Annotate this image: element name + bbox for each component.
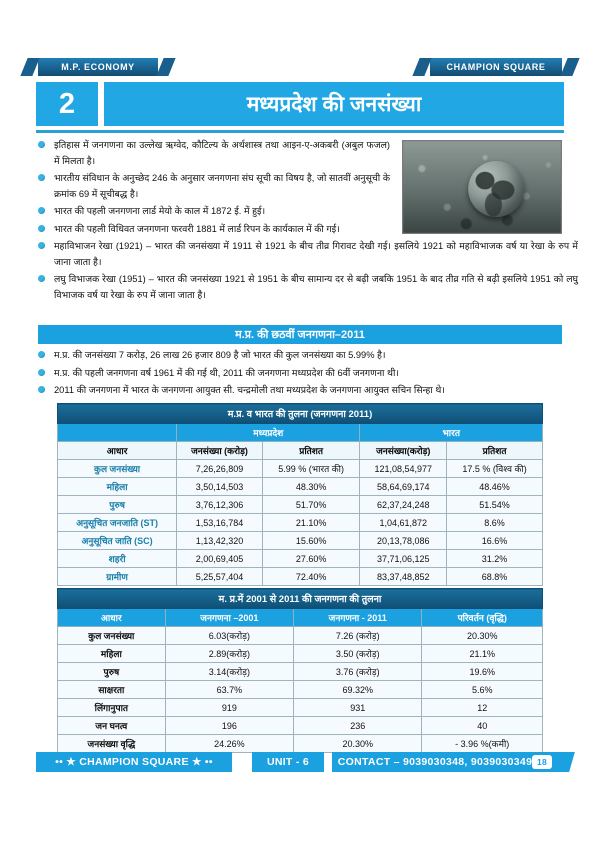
cell: 3,50,14,503 bbox=[177, 478, 263, 496]
chapter-banner bbox=[36, 82, 564, 126]
chapter-number: 2 bbox=[36, 82, 98, 126]
table1-caption: म.प्र. व भारत की तुलना (जनगणना 2011) bbox=[58, 404, 543, 424]
table-row bbox=[58, 496, 543, 514]
table-row bbox=[58, 699, 543, 717]
table-caption-row bbox=[58, 404, 543, 424]
tab-champion-square-label: CHAMPION SQUARE bbox=[446, 62, 546, 72]
page-number: 18 bbox=[532, 755, 552, 769]
cell: 51.54% bbox=[447, 496, 543, 514]
footer-contact-label: CONTACT – 9039030348, 9039030349 bbox=[337, 756, 533, 768]
col-header: आधार bbox=[58, 609, 166, 627]
bullet-dot-icon bbox=[38, 141, 45, 148]
table-row bbox=[58, 717, 543, 735]
bullet-dot-icon bbox=[38, 369, 45, 376]
cell: पुरुष bbox=[58, 663, 166, 681]
cell: 16.6% bbox=[447, 532, 543, 550]
cell: महिला bbox=[58, 645, 166, 663]
table-row bbox=[58, 478, 543, 496]
cell: 931 bbox=[294, 699, 422, 717]
list-item-text: म.प्र. की पहली जनगणना वर्ष 1961 में की गई थी, 2011 की जनगणना मध्यप्रदेश की 6वीं जनगणना थी। bbox=[54, 367, 399, 378]
cell: 72.40% bbox=[262, 568, 360, 586]
cell: 17.5 % (विश्व की) bbox=[447, 460, 543, 478]
cell: 69.32% bbox=[294, 681, 422, 699]
cell: ग्रामीण bbox=[58, 568, 177, 586]
cell: 7,26,26,809 bbox=[177, 460, 263, 478]
cell: 8.6% bbox=[447, 514, 543, 532]
cell: 20.30% bbox=[422, 627, 543, 645]
cell: 63.7% bbox=[165, 681, 293, 699]
comparison-table-2001-2011 bbox=[57, 588, 543, 753]
cell: 24.26% bbox=[165, 735, 293, 753]
table-row bbox=[58, 514, 543, 532]
cell: 3.50 (करोड़) bbox=[294, 645, 422, 663]
cell: साक्षरता bbox=[58, 681, 166, 699]
table-group-header-row bbox=[58, 424, 543, 442]
cell: 62,37,24,248 bbox=[360, 496, 447, 514]
cell: 1,04,61,872 bbox=[360, 514, 447, 532]
page-footer bbox=[36, 752, 564, 774]
bullet-dot-icon bbox=[38, 207, 45, 214]
cell: 2,00,69,405 bbox=[177, 550, 263, 568]
banner-divider bbox=[36, 130, 564, 133]
table-header-row bbox=[58, 609, 543, 627]
cell: 20.30% bbox=[294, 735, 422, 753]
table1-body bbox=[58, 460, 543, 586]
list-item-text: भारतीय संविधान के अनुच्छेद 246 के अनुसार जनगणना संघ सूची का विषय है, जो सातवीं अनुसूची के क्रमांक 69 में सूचीबद्ध है। bbox=[54, 173, 390, 199]
list-item bbox=[38, 383, 578, 399]
section-bullet-list bbox=[38, 348, 562, 401]
table-row bbox=[58, 663, 543, 681]
tab-mp-economy bbox=[38, 58, 158, 76]
cell: 5,25,57,404 bbox=[177, 568, 263, 586]
cell: 12 bbox=[422, 699, 543, 717]
list-item bbox=[38, 171, 390, 202]
cell: 40 bbox=[422, 717, 543, 735]
cell: 20,13,78,086 bbox=[360, 532, 447, 550]
list-item bbox=[38, 239, 578, 270]
list-item-text: महाविभाजन रेखा (1921) – भारत की जनसंख्या में 1911 से 1921 के बीच तीव्र गिरावट देखी गई। इसलिये 1921 को महाविभाजक वर्ष या रेखा के रुप में जाना जाता है। bbox=[54, 241, 578, 267]
cell: जनसंख्या वृद्धि bbox=[58, 735, 166, 753]
list-item-text: 2011 की जनगणना में भारत के जनगणना आयुक्त सी. चन्द्रमोली तथा मध्यप्रदेश के जनगणना आयुक्त सचिन सिन्हा थे। bbox=[54, 385, 445, 395]
table-row bbox=[58, 532, 543, 550]
list-item-text: इतिहास में जनगणना का उल्लेख ऋग्वेद, कौटिल्य के अर्थशास्त्र तथा आइन-ए-अकबरी (अबुल फजल) में मिलता है। bbox=[54, 140, 390, 166]
table-row bbox=[58, 627, 543, 645]
cell: कुल जनसंख्या bbox=[58, 460, 177, 478]
cell: 236 bbox=[294, 717, 422, 735]
table2-caption: म. प्र.में 2001 से 2011 की जनगणना की तुलना bbox=[58, 589, 543, 609]
slash-decor-icon bbox=[412, 58, 431, 76]
list-item-text: म.प्र. की जनसंख्या 7 करोड़, 26 लाख 26 हजार 809 है जो भारत की कुल जनसंख्या का 5.99% है। bbox=[54, 350, 386, 360]
col-header: जनगणना - 2011 bbox=[294, 609, 422, 627]
cell: 48.30% bbox=[262, 478, 360, 496]
bullet-dot-icon bbox=[38, 242, 45, 249]
cell: 83,37,48,852 bbox=[360, 568, 447, 586]
table-row bbox=[58, 568, 543, 586]
cell: लिंगानुपात bbox=[58, 699, 166, 717]
col-header: आधार bbox=[58, 442, 177, 460]
bullet-dot-icon bbox=[38, 351, 45, 358]
cell: 121,08,54,977 bbox=[360, 460, 447, 478]
table-header-row bbox=[58, 442, 543, 460]
cell: 21.10% bbox=[262, 514, 360, 532]
cell: 58,64,69,174 bbox=[360, 478, 447, 496]
list-item-text: भारत की पहली विधिवत जनगणना फरवरी 1881 में लार्ड रिपन के कार्यकाल में की गई। bbox=[54, 223, 340, 234]
cell: 3.76 (करोड़) bbox=[294, 663, 422, 681]
col-header: जनसंख्या(करोड़) bbox=[360, 442, 447, 460]
cell: 51.70% bbox=[262, 496, 360, 514]
cell: 68.8% bbox=[447, 568, 543, 586]
cell: 5.99 % (भारत की) bbox=[262, 460, 360, 478]
list-item bbox=[38, 272, 578, 303]
cell: 21.1% bbox=[422, 645, 543, 663]
group-header-blank bbox=[58, 424, 177, 442]
col-header: जनसंख्या (करोड़) bbox=[177, 442, 263, 460]
cell: 15.60% bbox=[262, 532, 360, 550]
cell: महिला bbox=[58, 478, 177, 496]
list-item bbox=[38, 204, 390, 220]
cell: 27.60% bbox=[262, 550, 360, 568]
bullet-dot-icon bbox=[38, 386, 45, 393]
table-caption-row bbox=[58, 589, 543, 609]
table-row bbox=[58, 735, 543, 753]
col-header: जनगणना –2001 bbox=[165, 609, 293, 627]
list-item bbox=[38, 222, 390, 238]
group-header-india: भारत bbox=[360, 424, 543, 442]
slash-decor-icon bbox=[156, 58, 175, 76]
page-title: मध्यप्रदेश की जनसंख्या bbox=[104, 82, 564, 126]
footer-unit: UNIT - 6 bbox=[252, 752, 324, 772]
col-header: प्रतिशत bbox=[262, 442, 360, 460]
slash-decor-icon bbox=[20, 58, 39, 76]
intro-bullet-list bbox=[38, 138, 578, 305]
bullet-dot-icon bbox=[38, 275, 45, 282]
bullet-dot-icon bbox=[38, 174, 45, 181]
section-heading: म.प्र. की छठवीं जनगणना–2011 bbox=[38, 325, 562, 344]
top-tab-row bbox=[0, 58, 600, 78]
cell: 31.2% bbox=[447, 550, 543, 568]
table bbox=[57, 403, 543, 586]
table2-body bbox=[58, 627, 543, 753]
footer-brand: •• ★ CHAMPION SQUARE ★ •• bbox=[36, 752, 232, 772]
bullet-dot-icon bbox=[38, 225, 45, 232]
col-header: परिवर्तन (वृद्धि) bbox=[422, 609, 543, 627]
table-row bbox=[58, 645, 543, 663]
cell: अनुसूचित जनजाति (ST) bbox=[58, 514, 177, 532]
table-row bbox=[58, 460, 543, 478]
col-header: प्रतिशत bbox=[447, 442, 543, 460]
cell: कुल जनसंख्या bbox=[58, 627, 166, 645]
cell: 19.6% bbox=[422, 663, 543, 681]
cell: 919 bbox=[165, 699, 293, 717]
cell: 1,53,16,784 bbox=[177, 514, 263, 532]
cell: 196 bbox=[165, 717, 293, 735]
footer-contact bbox=[332, 752, 564, 772]
cell: शहरी bbox=[58, 550, 177, 568]
cell: 1,13,42,320 bbox=[177, 532, 263, 550]
cell: 3.14(करोड़) bbox=[165, 663, 293, 681]
table-row bbox=[58, 681, 543, 699]
cell: 6.03(करोड़) bbox=[165, 627, 293, 645]
cell: जन घनत्व bbox=[58, 717, 166, 735]
cell: 37,71,06,125 bbox=[360, 550, 447, 568]
cell: - 3.96 %(कमी) bbox=[422, 735, 543, 753]
tab-champion-square bbox=[430, 58, 562, 76]
list-item bbox=[38, 138, 390, 169]
tab-mp-economy-label: M.P. ECONOMY bbox=[61, 62, 135, 72]
comparison-table-2011 bbox=[57, 403, 543, 586]
list-item-text: भारत की पहली जनगणना लार्ड मेयो के काल में 1872 ई. में हुई। bbox=[54, 206, 266, 216]
table-row bbox=[58, 550, 543, 568]
cell: 2.89(करोड़) bbox=[165, 645, 293, 663]
list-item bbox=[38, 348, 578, 364]
cell: अनुसूचित जाति (SC) bbox=[58, 532, 177, 550]
cell: 48.46% bbox=[447, 478, 543, 496]
cell: 3,76,12,306 bbox=[177, 496, 263, 514]
cell: 7.26 (करोड़) bbox=[294, 627, 422, 645]
group-header-mp: मध्यप्रदेश bbox=[177, 424, 360, 442]
table bbox=[57, 588, 543, 753]
list-item bbox=[38, 366, 578, 382]
slash-decor-icon bbox=[560, 58, 579, 76]
footer-arrow-icon bbox=[555, 752, 575, 772]
cell: पुरुष bbox=[58, 496, 177, 514]
list-item-text: लघु विभाजक रेखा (1951) – भारत की जनसंख्या 1921 से 1951 के बीच सामान्य दर से बढ़ी जबकि 1951 के बाद तीव्र गति से बढ़ी इसलिये 1951 को लघु विभाजक वर्ष या रेखा के रुप में जाना जाता है। bbox=[54, 274, 578, 300]
cell: 5.6% bbox=[422, 681, 543, 699]
